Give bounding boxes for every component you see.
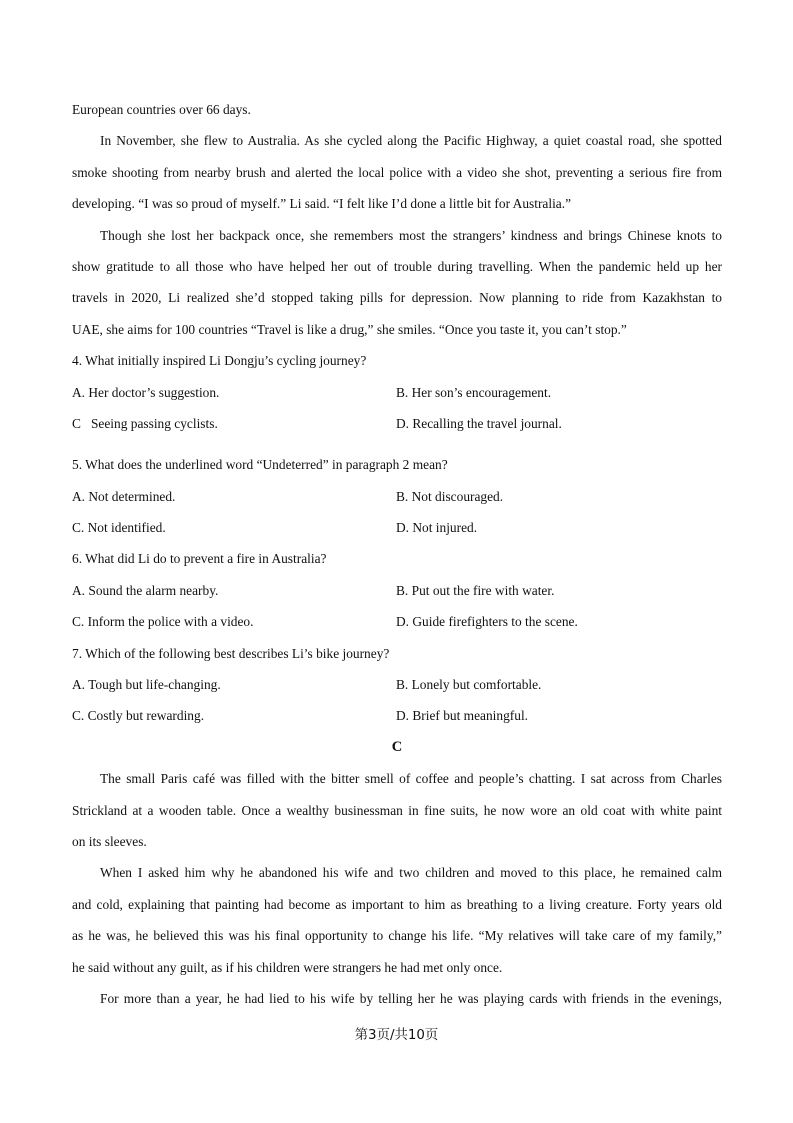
option-row [72, 575, 722, 606]
option-b: B. Not discouraged. [396, 488, 504, 504]
passage-line: developing. “I was so proud of myself.” Li said. “I felt like I’d done a little bit for Australia.” [72, 196, 572, 212]
passage-line: on its sleeves. [72, 833, 147, 849]
question-stem: 4. What initially inspired Li Dongju’s cycling journey? [72, 353, 367, 369]
option-c: C. Costly but rewarding. [72, 708, 205, 724]
option-a: A. Not determined. [72, 488, 176, 504]
passage-line: UAE, she aims for 100 countries “Travel is like a drug,” she smiles. “Once you taste it, you can’t stop.” [72, 321, 627, 337]
option-row [72, 408, 722, 439]
page-number: 第3页/共10页 [354, 1028, 439, 1043]
option-a: A. Tough but life-changing. [72, 677, 221, 693]
passage-line: show gratitude to all those who have helped her out of trouble during travelling. When the pandemic held up her [72, 258, 722, 274]
question-5 [72, 449, 722, 543]
option-row [72, 669, 722, 700]
page-content [72, 94, 722, 1014]
question-stem: 7. Which of the following best describes Li’s bike journey? [72, 645, 390, 661]
option-row [72, 700, 722, 731]
option-row [72, 481, 722, 512]
option-d: D. Not injured. [396, 520, 478, 536]
passage-line: travels in 2020, Li realized she’d stopped taking pills for depression. Now planning to ride from Kazakhstan to [72, 290, 722, 306]
question-4 [72, 345, 722, 439]
option-row [72, 512, 722, 543]
paragraph-australia [72, 125, 722, 219]
paragraph-abandon [72, 857, 722, 983]
question-7 [72, 638, 722, 732]
option-row [72, 606, 722, 637]
option-row [72, 377, 722, 408]
option-d: D. Brief but meaningful. [396, 708, 529, 724]
passage-line: and cold, explaining that painting had become as important to him as breathing to a living creature. Forty years old [72, 896, 722, 912]
passage-line: he said without any guilt, as if his children were strangers he had met only once. [72, 959, 503, 975]
option-d: D. Recalling the travel journal. [396, 415, 562, 431]
passage-line: European countries over 66 days. [72, 102, 251, 117]
option-c: C Seeing passing cyclists. [72, 415, 218, 431]
passage-line: as he was, he believed this was his final opportunity to change his life. “My relatives will take care of my family,” [72, 928, 722, 944]
passage-line: For more than a year, he had lied to his wife by telling her he was playing cards with friends in the evenings, [100, 990, 722, 1006]
paragraph-lied [72, 983, 722, 1014]
option-c: C. Not identified. [72, 520, 166, 536]
passage-line: smoke shooting from nearby brush and alerted the local police with a video she shot, preventing a serious fire from [72, 164, 722, 180]
question-stem: 5. What does the underlined word “Undeterred” in paragraph 2 mean? [72, 457, 448, 473]
passage-line: When I asked him why he abandoned his wife and two children and moved to this place, he remained calm [100, 865, 722, 881]
option-d: D. Guide firefighters to the scene. [396, 614, 578, 630]
passage-line: Strickland at a wooden table. Once a wealthy businessman in fine suits, he now wore an old coat with white paint [72, 802, 722, 818]
option-b: B. Lonely but comfortable. [396, 677, 542, 693]
option-a: A. Sound the alarm nearby. [72, 582, 219, 598]
passage-line: In November, she flew to Australia. As she cycled along the Pacific Highway, a quiet coastal road, she spotted [100, 133, 722, 149]
option-a: A. Her doctor’s suggestion. [72, 384, 220, 400]
passage-line: The small Paris café was filled with the bitter smell of coffee and people’s chatting. I sat across from Charles [100, 771, 722, 787]
paragraph-cafe [72, 763, 722, 857]
option-c: C. Inform the police with a video. [72, 614, 254, 630]
paragraph-kindness [72, 220, 722, 346]
option-b: B. Her son’s encouragement. [396, 384, 552, 400]
question-stem: 6. What did Li do to prevent a fire in Australia? [72, 551, 327, 567]
passage-line: Though she lost her backpack once, she remembers most the strangers’ kindness and brings Chinese knots to [100, 227, 722, 243]
option-b: B. Put out the fire with water. [396, 582, 555, 598]
question-6 [72, 543, 722, 637]
section-title: C [391, 738, 403, 755]
